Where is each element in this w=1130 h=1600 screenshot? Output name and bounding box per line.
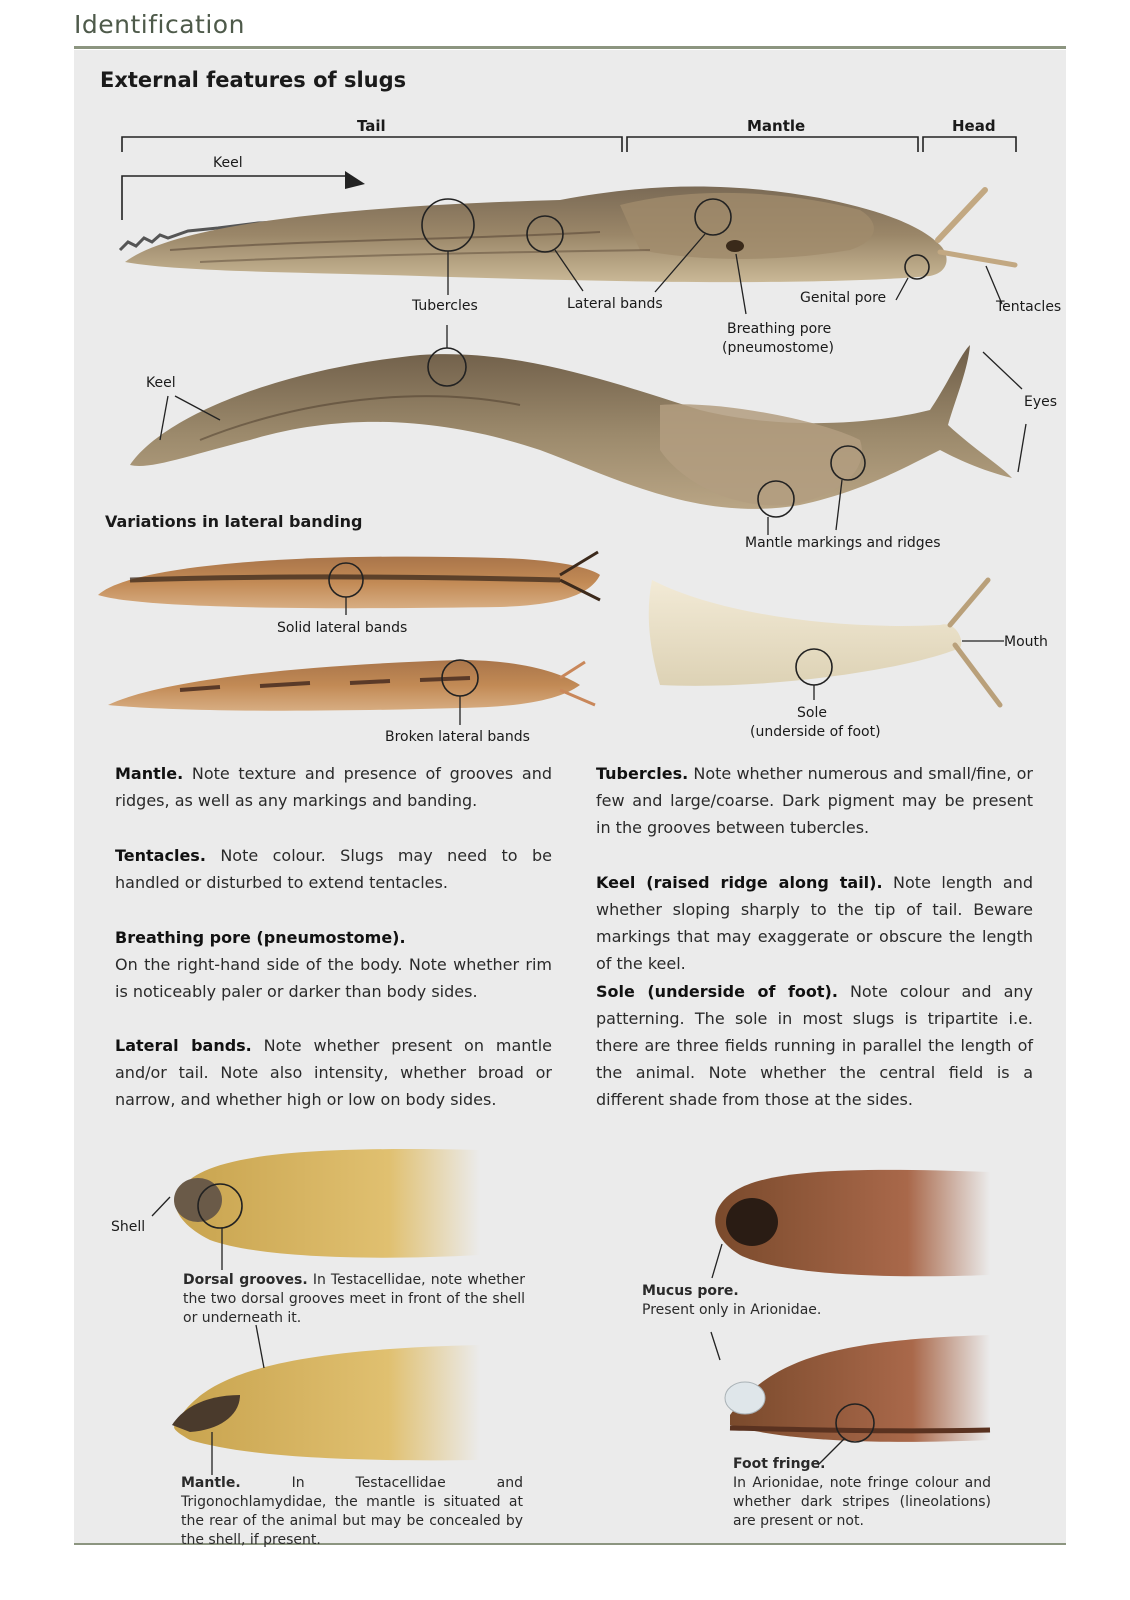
slug-broken-bands: [108, 660, 595, 711]
region-mantle-label: Mantle: [747, 117, 806, 135]
label-sole-sub: (underside of foot): [750, 724, 881, 740]
label-eyes: Eyes: [1024, 394, 1058, 410]
section-title: Identification: [74, 10, 245, 39]
label-keel-top: Keel: [213, 155, 243, 171]
label-pneumostome: (pneumostome): [722, 340, 834, 356]
note-tentacles: Tentacles. Note colour. Slugs may need to be handled or disturbed to extend tentacles.: [115, 846, 552, 892]
label-tentacles: Tentacles: [996, 299, 1062, 315]
label-mantle-markings: Mantle markings and ridges: [745, 535, 941, 551]
label-solid-bands: Solid lateral bands: [277, 620, 408, 636]
caption-mantle-rear: Mantle. In Testacellidae and Trigonochlamydidae, the mantle is situated at the rear of the animal but may be concealed by the shell, if present.: [181, 1475, 523, 1548]
note-mantle: Mantle. Note texture and presence of grooves and ridges, as well as any markings and banding.: [115, 764, 552, 810]
label-sole: Sole: [797, 705, 827, 721]
label-genital-pore: Genital pore: [800, 290, 887, 306]
keel-arrow-icon: [345, 171, 365, 189]
page-title: External features of slugs: [100, 68, 407, 92]
slug-arionid-top: [715, 1170, 990, 1276]
note-sole: Sole (underside of foot). Note colour and any patterning. The sole in most slugs is tripartite i.e. there are three fields running in parallel the length of the animal. Note whether the central field is a different shade from those at the sides.: [596, 982, 1033, 1109]
slug-side-view: [125, 186, 1015, 282]
label-mouth: Mouth: [1004, 634, 1048, 650]
caption-foot-fringe: Foot fringe. In Arionidae, note fringe colour and whether dark stripes (lineolations) are present or not.: [733, 1456, 991, 1529]
label-keel-mid: Keel: [146, 375, 176, 391]
region-head-label: Head: [952, 117, 996, 135]
label-tubercles: Tubercles: [412, 298, 478, 314]
label-lateral-bands: Lateral bands: [567, 296, 663, 312]
caption-mucus-pore: Mucus pore. Present only in Arionidae.: [642, 1283, 822, 1318]
note-keel: Keel (raised ridge along tail). Note length and whether sloping sharply to the tip of tail. Beware markings that may exaggerate or obscure the length of the keel.: [596, 873, 1034, 973]
slug-sole-view: [649, 580, 1000, 705]
slug-dorsal-view: [130, 345, 1012, 509]
slug-arionid-bottom: [725, 1335, 990, 1442]
label-broken-bands: Broken lateral bands: [385, 729, 530, 745]
label-shell: Shell: [111, 1219, 146, 1235]
slug-testacellid-bottom: [172, 1345, 480, 1460]
region-tail-label: Tail: [357, 117, 386, 135]
note-tubercles: Tubercles. Note whether numerous and small/fine, or few and large/coarse. Dark pigment may be present in the grooves between tubercles.: [596, 764, 1033, 837]
caption-dorsal-grooves: Dorsal grooves. In Testacellidae, note whether the two dorsal grooves meet in front of the shell or underneath it.: [183, 1272, 526, 1326]
slug-solid-bands: [98, 552, 600, 608]
label-breathing-pore: Breathing pore: [727, 321, 832, 337]
note-lateral-bands: Lateral bands. Note whether present on mantle and/or tail. Note also intensity, whether broad or narrow, and whether high or low on body sides.: [115, 1036, 552, 1109]
note-breathing-pore: Breathing pore (pneumostome). On the right-hand side of the body. Note whether rim is noticeably paler or darker than body sides.: [115, 928, 552, 1001]
variations-title: Variations in lateral banding: [105, 512, 363, 531]
slug-testacellid-top: [174, 1149, 480, 1258]
